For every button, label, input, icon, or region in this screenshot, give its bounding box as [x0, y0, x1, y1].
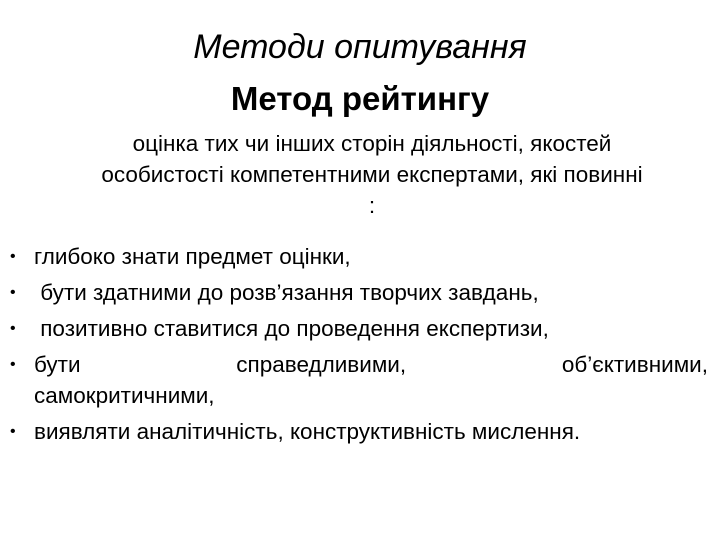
- bullet-icon: •: [10, 356, 16, 373]
- bullet-text-justified: [34, 349, 710, 411]
- bullet-text: позитивно ставитися до проведення експертизи,: [34, 316, 549, 341]
- slide-title: Методи опитування: [193, 28, 527, 66]
- justified-line: [34, 349, 708, 380]
- bullet-icon: •: [10, 248, 16, 265]
- bullet-text: бути здатними до розв’язання творчих завдань,: [34, 280, 539, 305]
- continuation-line: самокритичними,: [34, 383, 215, 408]
- bullet-icon: •: [10, 284, 16, 301]
- word: справедливими,: [236, 352, 407, 377]
- intro-line: особистості компетентними експертами, які повинні: [101, 162, 643, 187]
- word: об’єктивними,: [561, 352, 708, 377]
- intro-paragraph: [34, 128, 710, 221]
- intro-line: оцінка тих чи інших сторін діяльності, якостей: [132, 131, 612, 156]
- intro-line: :: [368, 193, 376, 218]
- bullet-text: виявляти аналітичність, конструктивність мислення.: [34, 419, 581, 444]
- bullet-text: глибоко знати предмет оцінки,: [34, 244, 351, 269]
- bullet-icon: •: [10, 320, 16, 337]
- slide-subtitle: Метод рейтингу: [230, 80, 490, 117]
- bullet-icon: •: [10, 423, 16, 440]
- word: бути: [34, 352, 81, 377]
